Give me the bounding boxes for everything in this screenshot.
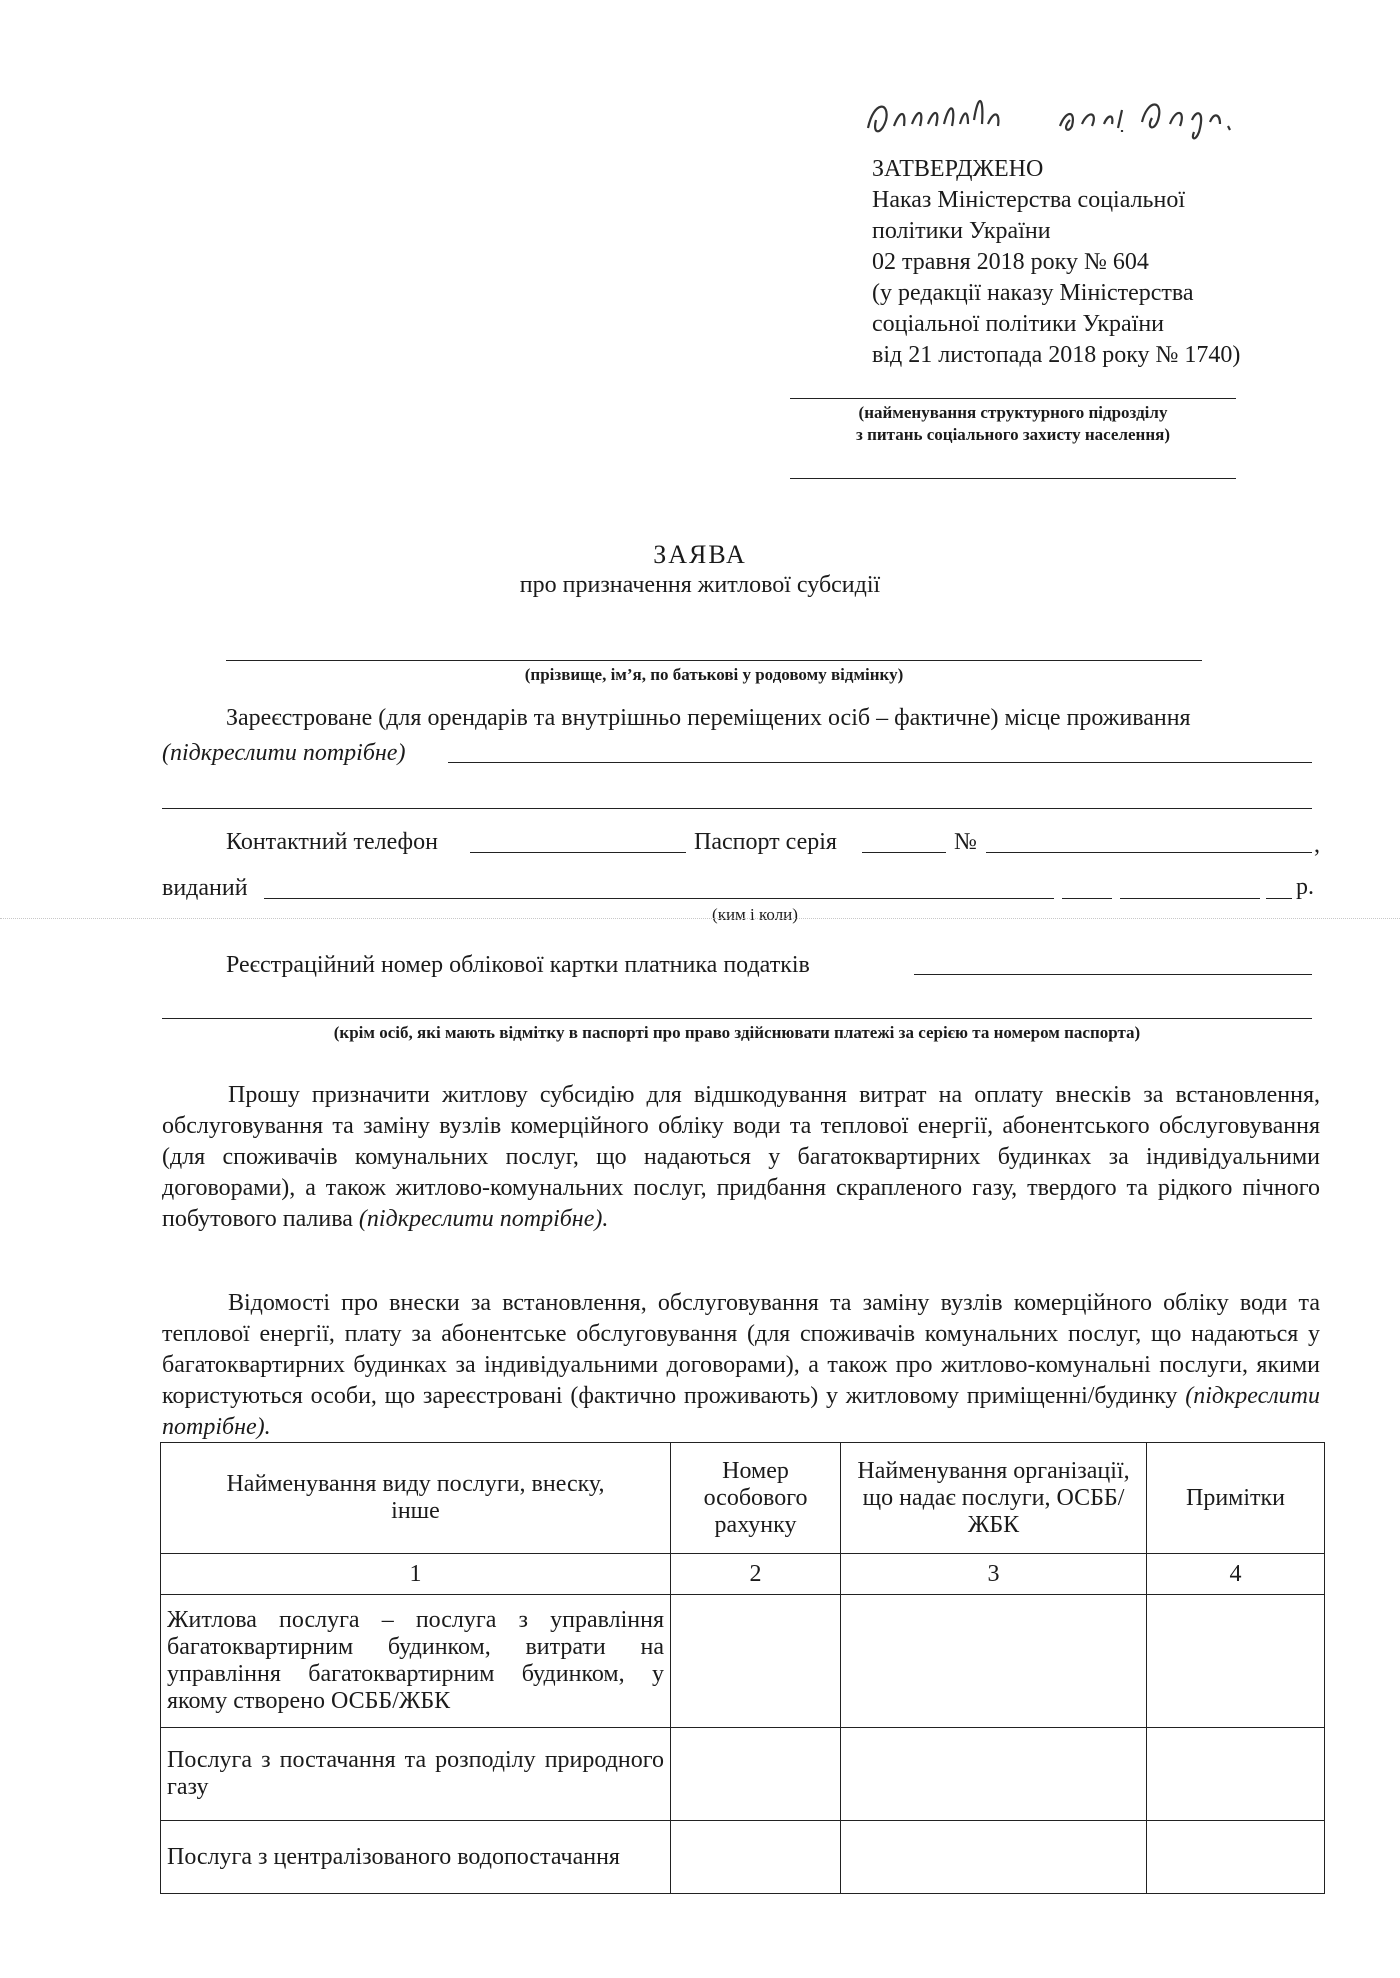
- residence-field[interactable]: [448, 762, 1312, 763]
- approval-block: [872, 154, 1240, 371]
- department-field-2[interactable]: [790, 478, 1236, 479]
- approval-line: соціальної політики України: [872, 311, 1165, 337]
- table-row: [161, 1728, 1325, 1821]
- table-row: [161, 1821, 1325, 1894]
- header-organization: Найменування організації, що надає послуги, ОСББ/ЖБК: [841, 1443, 1147, 1554]
- approval-line: від 21 листопада 2018 року № 1740): [872, 342, 1241, 368]
- info-hint: (підкреслити потрібне).: [162, 1383, 1321, 1440]
- service-name-cell: Послуга з централізованого водопостачання: [161, 1821, 671, 1894]
- passport-series-label: Паспорт серія: [694, 829, 837, 855]
- organization-cell[interactable]: [841, 1821, 1147, 1894]
- header-notes: Примітки: [1147, 1443, 1325, 1554]
- info-text: Відомості про внески за встановлення, обслуговування та заміну вузлів комерційного обліку води та теплової енергії, плату за абонентське обслуговування (для споживачів комунальних послуг, що надаються у багатоквартирних будинках за індивідуальними договорами), а також про житлово-комунальні послуги, якими користуються особи, що зареєстровані (фактично проживають) у житловому приміщенні/будинку: [162, 1290, 1320, 1409]
- header-account-number: Номер особового рахунку: [671, 1443, 841, 1554]
- account-number-cell[interactable]: [671, 1821, 841, 1894]
- service-name-cell: Житлова послуга – послуга з управління багатоквартирним будинком, витрати на управління багатоквартирним будинком, у якому створено ОСББ/ЖБК: [161, 1595, 671, 1728]
- department-caption-line: (найменування структурного підрозділу: [858, 403, 1168, 422]
- applicant-name-field[interactable]: [226, 660, 1202, 661]
- account-number-cell[interactable]: [671, 1728, 841, 1821]
- passport-comma: ,: [1314, 832, 1320, 858]
- approval-line: Наказ Міністерства соціальної: [872, 187, 1185, 213]
- document-title: ЗАЯВА: [653, 540, 747, 569]
- organization-cell[interactable]: [841, 1728, 1147, 1821]
- approval-line: 02 травня 2018 року № 604: [872, 249, 1149, 275]
- residence-hint: (підкреслити потрібне): [162, 740, 406, 766]
- issued-by-field[interactable]: [264, 898, 1054, 899]
- passport-number-field[interactable]: [986, 852, 1312, 853]
- notes-cell[interactable]: [1147, 1595, 1325, 1728]
- service-name-cell: Послуга з постачання та розподілу природного газу: [161, 1728, 671, 1821]
- organization-cell[interactable]: [841, 1595, 1147, 1728]
- scan-artifact-line: [0, 918, 1400, 919]
- column-number: 2: [671, 1554, 841, 1595]
- column-number: 4: [1147, 1554, 1325, 1595]
- request-paragraph: [162, 1080, 1320, 1235]
- info-paragraph: [162, 1288, 1320, 1443]
- column-number: 3: [841, 1554, 1147, 1595]
- tax-number-caption: (крім осіб, які мають відмітку в паспорті про право здійснювати платежі за серією та номером паспорта): [333, 1023, 1141, 1042]
- issued-month-field[interactable]: [1120, 898, 1260, 899]
- phone-label: Контактний телефон: [226, 829, 438, 855]
- table-row: [161, 1595, 1325, 1728]
- department-caption-line: з питань соціального захисту населення): [855, 425, 1171, 444]
- issued-year-field[interactable]: [1266, 898, 1292, 899]
- approval-line: політики України: [872, 218, 1051, 244]
- request-text: Прошу призначити житлову субсидію для відшкодування витрат на оплату внесків за встановлення, обслуговування та заміну вузлів комерційного обліку води та теплової енергії, абонентського обслуговування (для споживачів комунальних послуг, що надаються у багатоквартирних будинках за індивідуальними договорами), а також житлово-комунальних послуг, придбання скрапленого газу, твердого та рідкого пічного побутового палива: [162, 1082, 1320, 1232]
- handwritten-note: [860, 80, 1260, 150]
- tax-number-label: Реєстраційний номер облікової картки платника податків: [226, 952, 810, 978]
- residence-label: Зареєстроване (для орендарів та внутрішньо переміщених осіб – фактичне) місце проживання: [226, 705, 1191, 731]
- tax-number-field-2[interactable]: [162, 1018, 1312, 1019]
- header-service-type: Найменування виду послуги, внеску, інше: [161, 1443, 671, 1554]
- issued-day-field[interactable]: [1062, 898, 1112, 899]
- notes-cell[interactable]: [1147, 1728, 1325, 1821]
- residence-field-2[interactable]: [162, 808, 1312, 809]
- passport-series-field[interactable]: [862, 852, 946, 853]
- approval-line: ЗАТВЕРДЖЕНО: [872, 156, 1044, 182]
- table-header-row: [161, 1443, 1325, 1554]
- applicant-name-caption: (прізвище, ім’я, по батькові у родовому відмінку): [524, 665, 904, 684]
- tax-number-field[interactable]: [914, 974, 1312, 975]
- department-field[interactable]: [790, 398, 1236, 399]
- services-table: [160, 1442, 1325, 1894]
- table-number-row: [161, 1554, 1325, 1595]
- issued-caption: (ким і коли): [712, 905, 798, 924]
- passport-number-label: №: [954, 829, 977, 855]
- issued-label: виданий: [162, 875, 248, 901]
- notes-cell[interactable]: [1147, 1821, 1325, 1894]
- year-suffix: р.: [1296, 874, 1314, 900]
- document-subtitle: про призначення житлової субсидії: [519, 572, 881, 598]
- column-number: 1: [161, 1554, 671, 1595]
- approval-line: (у редакції наказу Міністерства: [872, 280, 1194, 306]
- department-caption: [790, 402, 1236, 446]
- account-number-cell[interactable]: [671, 1595, 841, 1728]
- phone-field[interactable]: [470, 852, 686, 853]
- request-hint: (підкреслити потрібне).: [358, 1206, 609, 1232]
